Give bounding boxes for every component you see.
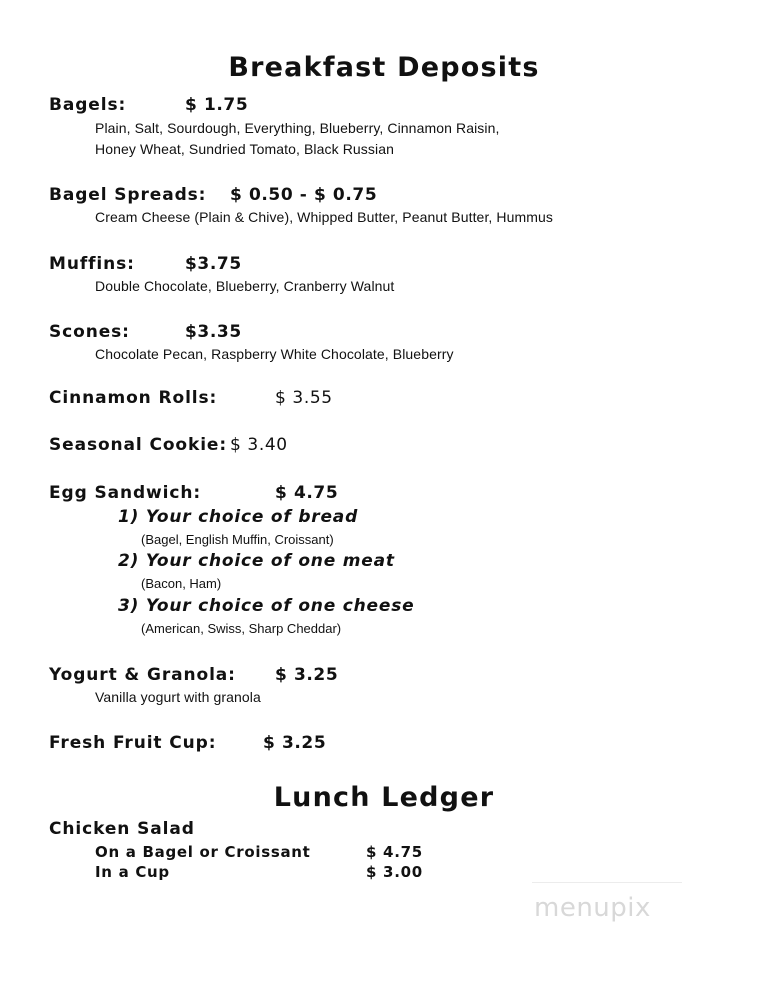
- item-name: Yogurt & Granola:: [49, 665, 236, 685]
- item-price: $3.35: [185, 322, 242, 342]
- item-price: $ 3.40: [230, 435, 288, 455]
- step-label: 1) Your choice of bread: [118, 507, 359, 527]
- option-price: $ 4.75: [366, 843, 423, 861]
- item-price: $ 3.55: [275, 388, 333, 408]
- item-name: Cinnamon Rolls:: [49, 388, 218, 408]
- lunch-title: Lunch Ledger: [273, 782, 495, 813]
- item-price: $ 0.50 - $ 0.75: [230, 185, 378, 205]
- step-options: (Bagel, English Muffin, Croissant): [141, 532, 334, 547]
- item-description: Cream Cheese (Plain & Chive), Whipped Butter, Peanut Butter, Hummus: [95, 209, 554, 225]
- item-price: $ 3.25: [275, 665, 339, 685]
- option-label: In a Cup: [95, 863, 170, 881]
- item-description: Chocolate Pecan, Raspberry White Chocolate, Blueberry: [95, 346, 454, 362]
- option-price: $ 3.00: [366, 863, 423, 881]
- item-name: Scones:: [49, 322, 130, 342]
- item-description: Vanilla yogurt with granola: [95, 689, 261, 705]
- item-name: Seasonal Cookie:: [49, 435, 228, 455]
- item-price: $ 3.25: [263, 733, 327, 753]
- item-name: Fresh Fruit Cup:: [49, 733, 217, 753]
- item-name: Bagels:: [49, 95, 127, 115]
- step-options: (American, Swiss, Sharp Cheddar): [141, 621, 342, 636]
- item-description: Plain, Salt, Sourdough, Everything, Blueberry, Cinnamon Raisin,: [95, 120, 500, 136]
- step-label: 3) Your choice of one cheese: [118, 596, 415, 616]
- item-price: $ 1.75: [185, 95, 249, 115]
- step-label: 2) Your choice of one meat: [118, 551, 395, 571]
- option-label: On a Bagel or Croissant: [95, 843, 311, 861]
- step-options: (Bacon, Ham): [141, 576, 222, 591]
- item-price: $3.75: [185, 254, 242, 274]
- item-price: $ 4.75: [275, 483, 339, 503]
- breakfast-title: Breakfast Deposits: [228, 52, 540, 83]
- item-description: Double Chocolate, Blueberry, Cranberry Walnut: [95, 278, 395, 294]
- item-name: Chicken Salad: [49, 819, 195, 839]
- item-name: Egg Sandwich:: [49, 483, 202, 503]
- watermark-rule: [532, 882, 682, 883]
- item-name: Muffins:: [49, 254, 135, 274]
- item-description: Honey Wheat, Sundried Tomato, Black Russian: [95, 141, 394, 157]
- menupix-logo-icon: menupix: [534, 893, 651, 923]
- item-name: Bagel Spreads:: [49, 185, 207, 205]
